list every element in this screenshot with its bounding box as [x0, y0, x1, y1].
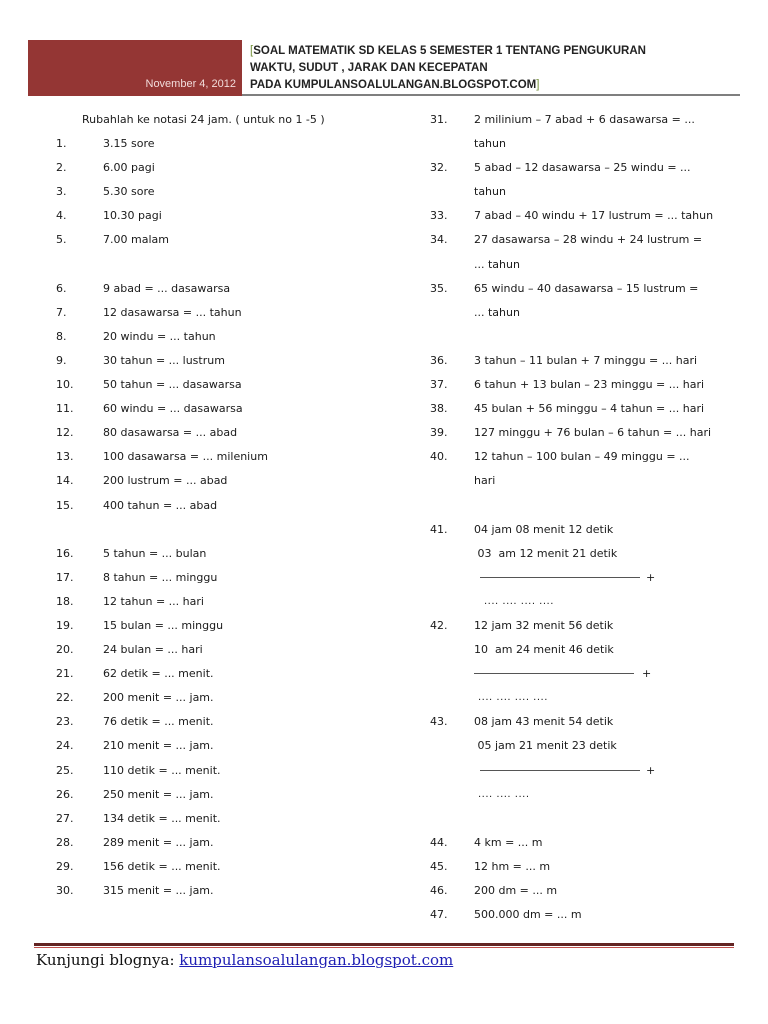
spacer	[410, 325, 750, 349]
question-number: 22.	[56, 691, 74, 705]
question-item	[410, 421, 750, 445]
question-item	[410, 108, 750, 132]
question-number: 5.	[56, 233, 67, 247]
question-number: 21.	[56, 667, 74, 681]
plus-sign: +	[646, 763, 656, 777]
question-item	[36, 325, 406, 349]
document-header	[28, 40, 740, 96]
question-number: 32.	[430, 161, 448, 175]
question-item	[36, 180, 406, 204]
question-number: 35.	[430, 281, 448, 295]
question-item	[410, 855, 750, 879]
sum-line	[410, 662, 750, 686]
question-item	[36, 277, 406, 301]
question-text: 76 detik = ... menit.	[103, 715, 214, 729]
question-item	[36, 301, 406, 325]
question-item	[410, 204, 750, 228]
footer-label: Kunjungi blognya:	[36, 951, 180, 969]
question-item	[36, 132, 406, 156]
question-number: 17.	[56, 570, 74, 584]
question-item	[410, 614, 750, 638]
question-text: 200 lustrum = ... abad	[103, 474, 228, 488]
question-text: 12 tahun – 100 bulan – 49 minggu = ...	[474, 450, 690, 464]
question-text: 134 detik = ... menit.	[103, 811, 221, 825]
question-number: 43.	[430, 715, 448, 729]
question-item	[36, 156, 406, 180]
question-number: 28.	[56, 835, 74, 849]
question-text: 6 tahun + 13 bulan – 23 minggu = ... hari	[474, 378, 705, 392]
question-text: 08 jam 43 menit 54 detik	[474, 715, 614, 729]
title-line-2: WAKTU, SUDUT , JARAK DAN KECEPATAN	[250, 62, 488, 74]
blog-link[interactable]: kumpulansoalulangan.blogspot.com	[179, 951, 454, 969]
question-number: 10.	[56, 378, 74, 392]
question-number: 3.	[56, 185, 67, 199]
question-continuation	[410, 180, 750, 204]
question-item	[36, 759, 406, 783]
question-text: 400 tahun = ... abad	[103, 498, 218, 512]
question-text: 05 jam 21 menit 23 detik	[474, 739, 617, 753]
spacer	[36, 253, 406, 277]
question-number: 16.	[56, 546, 74, 560]
question-text: 315 menit = ... jam.	[103, 884, 214, 897]
question-item	[36, 662, 406, 686]
spacer	[410, 494, 750, 518]
footer-rule-accent	[34, 947, 734, 948]
question-item	[36, 349, 406, 373]
question-text: 10 am 24 menit 46 detik	[474, 643, 614, 657]
question-text: 250 menit = ... jam.	[103, 787, 214, 801]
addition-rule	[480, 770, 640, 771]
question-item	[36, 807, 406, 831]
question-item	[410, 349, 750, 373]
question-item	[410, 397, 750, 421]
question-text: 127 minggu + 76 bulan – 6 tahun = ... hari	[474, 426, 712, 440]
question-item	[36, 686, 406, 710]
question-text: 7 abad – 40 windu + 17 lustrum = ... tahun	[474, 209, 714, 223]
header-date-band	[28, 40, 242, 96]
question-number: 42.	[430, 618, 448, 632]
answer-line	[410, 783, 750, 807]
question-continuation	[410, 132, 750, 156]
question-number: 29.	[56, 859, 74, 873]
question-text: 100 dasawarsa = ... milenium	[103, 450, 268, 464]
bracket-open: [	[250, 45, 254, 57]
question-text: 289 menit = ... jam.	[103, 835, 214, 849]
question-number: 25.	[56, 763, 74, 777]
question-item	[36, 855, 406, 879]
question-item	[36, 469, 406, 493]
title-line-1: SOAL MATEMATIK SD KELAS 5 SEMESTER 1 TENTANG PENGUKURAN	[253, 45, 646, 57]
question-continuation	[410, 301, 750, 325]
question-number: 34.	[430, 233, 448, 247]
question-text: hari	[474, 474, 496, 488]
question-number: 38.	[430, 402, 448, 416]
question-text: 12 dasawarsa = ... tahun	[103, 305, 242, 319]
question-text: 200 menit = ... jam.	[103, 691, 214, 705]
header-rule	[242, 94, 740, 96]
title-line-3: PADA KUMPULANSOALULANGAN.BLOGSPOT.COM	[250, 79, 537, 91]
question-text: 110 detik = ... menit.	[103, 763, 221, 777]
question-item	[36, 614, 406, 638]
question-item	[410, 831, 750, 855]
question-text: 03 am 12 menit 21 detik	[474, 546, 618, 560]
question-number: 15.	[56, 498, 74, 512]
question-text: 50 tahun = ... dasawarsa	[103, 378, 242, 392]
question-text: 12 jam 32 menit 56 detik	[474, 618, 614, 632]
question-number: 1.	[56, 137, 67, 151]
question-number: 36.	[430, 353, 448, 367]
question-text: 5.30 sore	[103, 185, 155, 199]
question-text: 8 tahun = ... minggu	[103, 570, 218, 584]
question-number: 24.	[56, 739, 74, 753]
bracket-close: ]	[536, 79, 540, 91]
question-continuation	[410, 469, 750, 493]
question-number: 40.	[430, 450, 448, 464]
question-number: 44.	[430, 835, 448, 849]
question-item	[36, 228, 406, 252]
question-text: 15 bulan = ... minggu	[103, 618, 224, 632]
question-number: 4.	[56, 209, 67, 223]
question-number: 47.	[430, 908, 448, 922]
question-number: 41.	[430, 522, 448, 536]
question-text: tahun	[474, 137, 506, 151]
question-number: 11.	[56, 402, 74, 416]
question-text: 2 milinium – 7 abad + 6 dasawarsa = ...	[474, 113, 695, 126]
plus-sign: +	[646, 570, 656, 584]
question-text: 500.000 dm = ... m	[474, 908, 582, 922]
question-text: 9 abad = ... dasawarsa	[103, 281, 231, 295]
question-number: 14.	[56, 474, 74, 488]
question-text: ... tahun	[474, 257, 520, 271]
footer	[36, 951, 453, 969]
addition-rule	[480, 577, 640, 578]
question-number: 6.	[56, 281, 67, 295]
question-item	[410, 228, 750, 252]
question-text: 45 bulan + 56 minggu – 4 tahun = ... hari	[474, 402, 705, 416]
question-number: 27.	[56, 811, 74, 825]
question-number: 46.	[430, 884, 448, 897]
question-item	[410, 156, 750, 180]
question-number: 33.	[430, 209, 448, 223]
question-number: 45.	[430, 859, 448, 873]
question-item	[410, 445, 750, 469]
question-item	[36, 421, 406, 445]
question-item	[36, 783, 406, 807]
question-number: 39.	[430, 426, 448, 440]
question-text: 62 detik = ... menit.	[103, 667, 214, 681]
question-item	[36, 397, 406, 421]
question-number: 37.	[430, 378, 448, 392]
answer-placeholder: .... .... .... ....	[484, 595, 554, 607]
question-item	[36, 710, 406, 734]
question-text: 24 bulan = ... hari	[103, 643, 203, 657]
sum-line	[410, 759, 750, 783]
question-text: 20 windu = ... tahun	[103, 329, 216, 343]
question-number: 18.	[56, 594, 74, 608]
question-item	[36, 204, 406, 228]
question-item	[36, 879, 406, 903]
instruction: Rubahlah ke notasi 24 jam. ( untuk no 1 -5 )	[82, 113, 325, 126]
question-continuation	[410, 638, 750, 662]
sum-line	[410, 566, 750, 590]
question-text: 30 tahun = ... lustrum	[103, 353, 225, 367]
question-item	[36, 590, 406, 614]
question-text: 156 detik = ... menit.	[103, 859, 221, 873]
header-date: November 4, 2012	[145, 78, 236, 90]
question-item	[410, 518, 750, 542]
answer-placeholder: .... .... ....	[478, 788, 530, 800]
question-item	[36, 831, 406, 855]
question-continuation	[410, 253, 750, 277]
question-item	[36, 373, 406, 397]
plus-sign: +	[642, 667, 652, 681]
question-item	[410, 879, 750, 903]
right-column	[410, 108, 750, 927]
question-item	[36, 494, 406, 518]
question-item	[36, 445, 406, 469]
question-text: 3 tahun – 11 bulan + 7 minggu = ... hari	[474, 353, 698, 367]
left-column	[36, 108, 406, 903]
spacer	[36, 518, 406, 542]
question-number: 12.	[56, 426, 74, 440]
question-item	[36, 566, 406, 590]
question-number: 13.	[56, 450, 74, 464]
question-text: 5 tahun = ... bulan	[103, 546, 207, 560]
question-number: 7.	[56, 305, 67, 319]
question-item	[410, 903, 750, 927]
question-item	[36, 734, 406, 758]
answer-line	[410, 686, 750, 710]
question-number: 19.	[56, 618, 74, 632]
question-text: 65 windu – 40 dasawarsa – 15 lustrum =	[474, 281, 699, 295]
question-continuation	[410, 734, 750, 758]
question-text: 4 km = ... m	[474, 835, 543, 849]
question-number: 26.	[56, 787, 74, 801]
answer-line	[410, 590, 750, 614]
question-text: 12 hm = ... m	[474, 859, 551, 873]
question-text: 04 jam 08 menit 12 detik	[474, 522, 614, 536]
footer-rule	[34, 943, 734, 946]
question-item	[36, 638, 406, 662]
question-text: 80 dasawarsa = ... abad	[103, 426, 238, 440]
answer-placeholder: .... .... .... ....	[478, 692, 548, 704]
question-number: 20.	[56, 643, 74, 657]
question-text: tahun	[474, 185, 506, 199]
question-text: 7.00 malam	[103, 233, 169, 247]
question-number: 31.	[430, 113, 448, 126]
question-number: 8.	[56, 329, 67, 343]
spacer	[410, 807, 750, 831]
question-item	[36, 542, 406, 566]
question-text: ... tahun	[474, 305, 520, 319]
question-text: 10.30 pagi	[103, 209, 162, 223]
question-text: 210 menit = ... jam.	[103, 739, 214, 753]
question-item	[410, 373, 750, 397]
question-number: 2.	[56, 161, 67, 175]
question-text: 200 dm = ... m	[474, 884, 558, 897]
question-text: 3.15 sore	[103, 137, 155, 151]
question-item	[410, 710, 750, 734]
question-text: 6.00 pagi	[103, 161, 155, 175]
question-text: 60 windu = ... dasawarsa	[103, 402, 243, 416]
question-text: 27 dasawarsa – 28 windu + 24 lustrum =	[474, 233, 703, 247]
addition-rule	[474, 673, 634, 674]
question-text: 5 abad – 12 dasawarsa – 25 windu = ...	[474, 161, 691, 175]
question-continuation	[410, 542, 750, 566]
question-text: 12 tahun = ... hari	[103, 594, 204, 608]
header-title	[250, 43, 646, 94]
question-number: 23.	[56, 715, 74, 729]
question-number: 30.	[56, 884, 74, 897]
question-number: 9.	[56, 353, 67, 367]
question-item	[410, 277, 750, 301]
